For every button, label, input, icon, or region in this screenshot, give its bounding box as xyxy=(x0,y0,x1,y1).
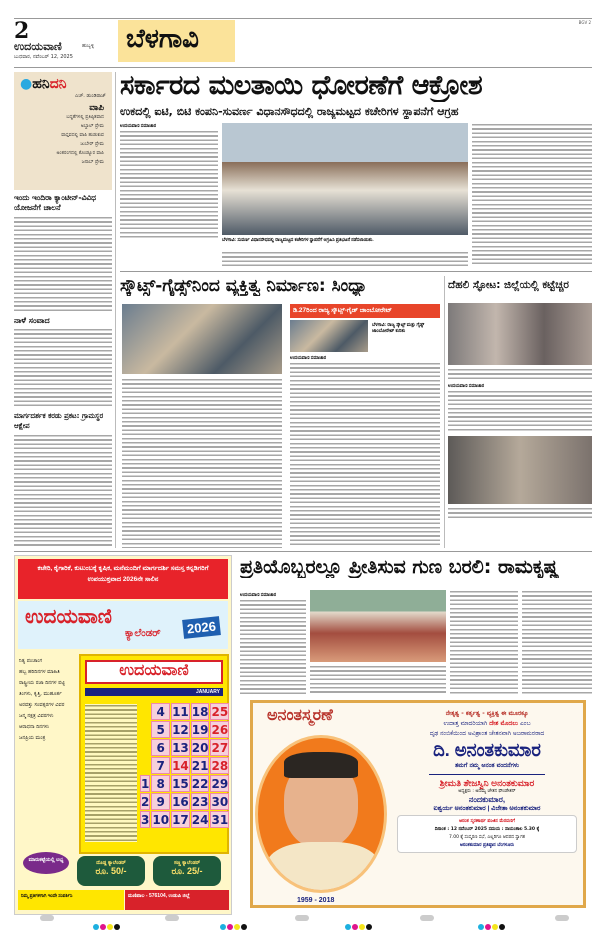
lead-subheadline: ಉಕದಲ್ಲಿ ಐಟಿ, ಬಿಟಿ ಕಂಪನಿ-ಸುವರ್ಣ ವಿಧಾನಸೌಧದಲ್ಲಿ ರಾಜ್ಯಮಟ್ಟದ ಕಚೇರಿಗಳ ಸ್ಥಾಪನೆಗೆ ಆಗ್ರಹ xyxy=(120,105,459,118)
jamboree-caption: ಬೆಳಗಾವಿ: ರಾಜ್ಯ ಸ್ಕೌಟ್ಸ್ ಮತ್ತು ಗೈಡ್ಸ್ ಜಾಂಬೋರೇಟ್ ಕುರಿತು xyxy=(372,322,425,333)
column-title-hani: ಹನಿ xyxy=(32,76,50,92)
story-headline: ಇಂದು ಇಂದಿರಾ ಕ್ಯಾಂಟೀನ್-ವಿವಿಧ ಯೋಜನೆಗೆ ಚಾಲನೆ xyxy=(14,193,96,212)
memorial-highlight: ದೇಶ ಮೊದಲು xyxy=(489,720,519,727)
story-body xyxy=(122,378,282,548)
story-body xyxy=(448,390,592,432)
calendar-date: 26 xyxy=(211,722,229,737)
calendar-date: 19 xyxy=(191,722,209,737)
poem-line: ಜನಾಬ್ ಪ್ರೇಮ xyxy=(81,160,104,165)
page-code: BGV 2 xyxy=(578,20,591,25)
memorial-from: ಶ್ರೀಮತಿ ತೇಜಸ್ವಿನಿ ಅನಂತಕುಮಾರ xyxy=(439,778,535,788)
issue-date: ಬುಧವಾರ, ನವೆಂಬರ್ 12, 2025 xyxy=(14,54,73,60)
poem-line: ಬದ್ಧತೆಗಳಲ್ಲಿ ಪ್ರತಿಷ್ಠಿತವಾದ xyxy=(66,115,104,120)
calendar-ad-footer-right: ಮಣಿಪಾಲ - 576104, ಉಡುಪಿ ಜಿಲ್ಲೆ xyxy=(125,890,229,910)
calendar-date: 6 xyxy=(151,739,170,756)
calendar-date: 27 xyxy=(211,740,229,755)
calendar-date: 7 xyxy=(151,757,170,774)
calendar-date: 30 xyxy=(211,794,229,809)
portrait xyxy=(255,735,387,893)
feature-item: ಹಬ್ಬ ಹರಿದಿನಗಳ ಮಾಹಿತಿ xyxy=(19,669,60,675)
section-rule xyxy=(120,271,592,272)
column-author: ಎಚ್. ಡುಂಡಿರಾಜ್ xyxy=(75,93,106,99)
memorial-from-role: ಅಧ್ಯಕ್ಷರು : ಅದಮ್ಯ ಚೇತನ ಫೌಂಡೇಶನ್ xyxy=(458,789,516,794)
calendar-date: 25 xyxy=(211,704,229,719)
memorial-title: ಅನಂತಸ್ಮರಣೆ xyxy=(267,707,333,724)
calendar-date: 18 xyxy=(191,704,209,719)
feature-item: ನಿತ್ಯ ಪಂಚಾಂಗ xyxy=(19,658,43,664)
event-date: ದಿನಾಂಕ : 12 ನವೆಂಬರ್ 2025 ಸಮಯ : ಸಾಯಂಕಾಲ 5.30 ಕ್ಕೆ xyxy=(434,827,540,832)
color-bar xyxy=(478,915,506,934)
header-rule xyxy=(14,67,592,68)
calendar-date: 31 xyxy=(211,812,229,827)
event-detail: 7.00 ಕ್ಕೆ ಸಂಸ್ಮರಣ ಸಭೆ, ಎಲ್ಲರಿಗೂ ಆದರದ ಸ್ವಾಗತ xyxy=(448,835,526,840)
story-body xyxy=(240,599,306,695)
byline: ಉದಯವಾಣಿ ಸಮಾಚಾರ xyxy=(448,383,485,388)
calendar-date: 21 xyxy=(191,758,209,773)
story-headline: ನಾಳೆ ಸಂವಾದ xyxy=(14,316,50,325)
hani-dani-column: ●ಹನಿದನಿ ಎಚ್. ಡುಂಡಿರಾಜ್ ವಾಪಿ ಬದ್ಧತೆಗಳಲ್ಲಿ ಪ್ರತಿಷ್ಠಿತವಾದ ಅಬ್ದಾಲ್ ಪ್ರೇಮ ವಾಸ್ತವದಲ್ಲಿ ವಾಪಿ ಹುಡುಕುವ ಜುಬೇರ್ ಪ್ರೇಮ ಅಂತರಂಗದಲ್ಲಿ ಕೊಂಡ್ಯೂರ ವಾಪಿ ಜನಾಬ್ ಪ್ರೇಮ xyxy=(14,72,112,190)
memorial-line: ದೃಢ ನಂಬಿಕೆಯಿಂದ ಅವಿಶ್ರಾಂತ ಚೇತನವಾಗಿ ಅಜರಾಮರರಾದ xyxy=(429,730,545,737)
top-rule xyxy=(14,18,592,19)
color-bar xyxy=(220,915,248,934)
calendar-date: 28 xyxy=(211,758,229,773)
calendar-month: JANUARY xyxy=(85,688,223,696)
poem-line: ಅಬ್ದಾಲ್ ಪ್ರೇಮ xyxy=(80,124,104,129)
price-small-badge xyxy=(153,856,221,886)
story-body xyxy=(14,434,112,546)
story-body xyxy=(522,590,592,695)
lead-headline: ಸರ್ಕಾರದ ಮಲತಾಯಿ ಧೋರಣೆಗೆ ಆಕ್ರೋಶ xyxy=(120,70,483,101)
calendar-image-brand: ಉದಯವಾಣಿ xyxy=(85,660,223,684)
memorial-line: ಎಂಬ xyxy=(518,720,531,727)
story-headline: ಮಾರ್ಗದರ್ಶಕ ಕರಡು ಪ್ರಕಟ: ಗ್ರಾಮಸ್ಥರ ಆಕ್ಷೇಪ xyxy=(14,412,104,430)
feature-item: ಆರಾಧನಾ ದಿನಗಳು xyxy=(19,724,50,730)
scouts-photo xyxy=(122,304,282,374)
memorial-name: ದಿ. ಅನಂತಕುಮಾರ xyxy=(433,740,541,760)
ramakrishna-headline: ಪ್ರತಿಯೊಬ್ಬರಲ್ಲೂ ಪ್ರೀತಿಸುವ ಗುಣ ಬರಲಿ: ರಾಮಕೃಷ್ಣ xyxy=(240,556,560,578)
memorial-family: ನಂದಕುಮಾರ, xyxy=(468,795,506,804)
feature-item: ಅರವತ್ತು ಸಂವತ್ಸರಗಳ ವಿವರ xyxy=(19,702,65,708)
story-body xyxy=(14,328,112,408)
page-number: 2 xyxy=(14,18,30,44)
price-label: ದೊಡ್ಡ ಕ್ಯಾಲೆಂಡರ್ xyxy=(96,860,126,866)
calendar-date: 15 xyxy=(172,776,189,791)
calendar-date: 2 xyxy=(141,794,150,809)
byline: ಉದಯವಾಣಿ ಸಮಾಚಾರ xyxy=(290,355,327,360)
registration-mark xyxy=(295,915,309,921)
award-photo xyxy=(310,590,446,662)
memorial-family: ಐಶ್ವರ್ಯ ಅನಂತಕುಮಾರ | ವಿಜೇತಾ ಅನಂತಕುಮಾರ xyxy=(433,805,541,812)
registration-mark xyxy=(555,915,569,921)
calendar-date: 12 xyxy=(172,722,189,737)
feature-item: ರಾಷ್ಟ್ರೀಯ ರಜಾ ದಿನಗಳ ಪಟ್ಟಿ xyxy=(19,680,65,686)
memorial-years: 1959 - 2018 xyxy=(297,897,335,904)
checking-photo xyxy=(448,436,592,504)
section-rule xyxy=(14,551,592,552)
calendar-ad-product: ಕ್ಯಾಲೆಂಡರ್ xyxy=(125,628,161,639)
photo-caption xyxy=(448,368,592,380)
calendar-ad-year: 2026 xyxy=(182,616,221,639)
calendar-date: 20 xyxy=(191,740,209,755)
story-body xyxy=(472,123,592,267)
calendar-date: 22 xyxy=(191,776,209,791)
calendar-date: 13 xyxy=(172,740,189,755)
jamboree-photo xyxy=(290,320,368,352)
color-bar xyxy=(345,915,373,934)
calendar-ad-banner: ಕಚೇರಿ, ಕೈಗಾರಿಕೆ, ಕುಟುಂಬಕ್ಕೆ ಕೃಷಿಕ, ಮನೆಮಂದಿಗೆ ಮಾರ್ಗದರ್ಶಿ ಸಮಸ್ತ ಕನ್ನಡಿಗರಿಗೆ ಉಪಯುಕ್ತವಾದ 2026ನೇ ಸಾಲಿನ xyxy=(18,559,228,599)
price-label: ಸಣ್ಣ ಕ್ಯಾಲೆಂಡರ್ xyxy=(173,860,201,866)
price-value: ರೂ. 25/- xyxy=(171,866,203,876)
byline: ಉದಯವಾಣಿ ಸಮಾಚಾರ xyxy=(120,123,157,128)
calendar-date: 24 xyxy=(191,812,209,827)
scouts-headline: ಸ್ಕೌಟ್ಸ್-ಗೈಡ್ಸ್‌ನಿಂದ ವ್ಯಕ್ತಿತ್ವ ನಿರ್ಮಾಣ: ಸಿಂಧ್ಯಾ xyxy=(120,276,368,296)
poem-title: ವಾಪಿ xyxy=(89,103,104,113)
feature-item: ಜನ್ಮ ನಕ್ಷತ್ರ ವಿವರಗಳು xyxy=(19,713,54,719)
calendar-date: 17 xyxy=(172,812,189,827)
calendar-date: 14 xyxy=(172,758,189,773)
parking-photo xyxy=(448,303,592,365)
memorial-ad xyxy=(250,700,586,908)
calendar-ad-footer-left: ನಿಮ್ಮ ಪ್ರತಿಗಳಿಗಾಗಿ ಇಂದೇ ಸಂಪರ್ಕಿಸಿ xyxy=(18,890,124,910)
story-body xyxy=(14,216,112,312)
calendar-date: 23 xyxy=(191,794,209,809)
poem-line: ಅಂತರಂಗದಲ್ಲಿ ಕೊಂಡ್ಯೂರ ವಾಪಿ xyxy=(56,151,104,156)
byline: ಉದಯವಾಣಿ ಸಮಾಚಾರ xyxy=(240,592,277,597)
protest-photo xyxy=(222,123,468,235)
memorial-line: ನೇತೃತ್ವ - ಕರ್ತೃತ್ವ - ವ್ಯಕ್ತಿತ್ವ ಈ ಮೂರಕ್ಕೂ xyxy=(445,710,529,717)
poem-line: ವಾಸ್ತವದಲ್ಲಿ ವಾಪಿ ಹುಡುಕುವ xyxy=(61,133,104,138)
calendar-date: 8 xyxy=(151,775,170,792)
registration-mark xyxy=(420,915,434,921)
calendar-date: 10 xyxy=(152,812,170,827)
memorial-tribute: ತಮಗೆ ನಮ್ಮ ಅನಂತ ವಂದನೆಗಳು xyxy=(455,762,519,769)
feature-list xyxy=(19,656,79,744)
column-title-dani: ದನಿ xyxy=(49,76,67,92)
story-body xyxy=(450,590,518,695)
registration-mark xyxy=(40,915,54,921)
calendar-date: 16 xyxy=(172,794,189,809)
event-title: ಅನಂತ ಸ್ಮರಣಾರ್ಥ ಪಂಜಿನ ಮೆರವಣಿಗೆ xyxy=(459,819,515,824)
edition-tag: ಹುಬ್ಬಳ್ಳಿ xyxy=(82,43,95,49)
calendar-image xyxy=(79,654,229,854)
calendar-date: 11 xyxy=(172,704,189,719)
calendar-date: 4 xyxy=(151,703,170,720)
availability-badge: ಮಾರುಕಟ್ಟೆಯಲ್ಲಿ ಲಭ್ಯ xyxy=(23,852,69,874)
calendar-date: 5 xyxy=(151,721,170,738)
memorial-line: ಉದಾತ್ತ ಮಾದರಿಯಾಗಿ xyxy=(443,720,490,727)
photo-caption: ಬೆಳಗಾವಿ: ಸುವರ್ಣ ವಿಧಾನಸೌಧದಲ್ಲಿ ರಾಜ್ಯಮಟ್ಟದ ಕಚೇರಿಗಳ ಸ್ಥಾಪನೆಗೆ ಆಗ್ರಹಿಸಿ ಪ್ರತಿಭಟನೆ ನಡೆಸಲಾಯಿತು. xyxy=(222,237,374,242)
registration-mark xyxy=(165,915,179,921)
calendar-date: 3 xyxy=(141,812,150,827)
feature-item: ತಿಂಗಳು, ಕೃತ್ತಿ, ಮುಹೂರ್ತ xyxy=(19,691,62,697)
masthead-paper-name: ಉದಯವಾಣಿ xyxy=(14,40,62,53)
story-body xyxy=(222,251,468,267)
feature-item: ಜನಪ್ರಿಯ ಮಂತ್ರ xyxy=(19,735,46,741)
calendar-date: 9 xyxy=(151,793,170,810)
story-body xyxy=(310,665,446,695)
calendar-date: 29 xyxy=(211,776,229,791)
calendar-ad xyxy=(14,555,232,915)
memorial-text xyxy=(389,709,585,855)
event-organizer: ಅನಂತಕುಮಾರ ಪ್ರತಿಷ್ಠಾನ ಬೆಂಗಳೂರು xyxy=(459,843,515,848)
poem-line: ಜುಬೇರ್ ಪ್ರೇಮ xyxy=(80,142,104,147)
calendar-date: 1 xyxy=(141,776,150,791)
delhi-headline: ದೆಹಲಿ ಸ್ಫೋಟ: ಜಿಲ್ಲೆಯಲ್ಲಿ ಕಟ್ಟೆಚ್ಚರ xyxy=(448,279,569,291)
story-body xyxy=(120,130,218,240)
calendar-grid xyxy=(139,702,230,829)
column-divider xyxy=(444,276,445,548)
calendar-ad-brand: ಉದಯವಾಣಿ xyxy=(25,606,112,628)
price-big-badge xyxy=(77,856,145,886)
photo-caption xyxy=(448,507,592,519)
jamboree-box-headline: ಡಿ.27ರಿಂದ ರಾಜ್ಯ ಸ್ಕೌಟ್ಸ್-ಗೈಡ್ ಜಾಂಬೋರೇಟ್ xyxy=(290,304,440,318)
story-body xyxy=(290,362,440,548)
column-divider xyxy=(115,72,116,548)
section-title: ಬೆಳಗಾವಿ xyxy=(118,20,235,62)
price-value: ರೂ. 50/- xyxy=(95,866,127,876)
color-bar xyxy=(93,915,121,934)
